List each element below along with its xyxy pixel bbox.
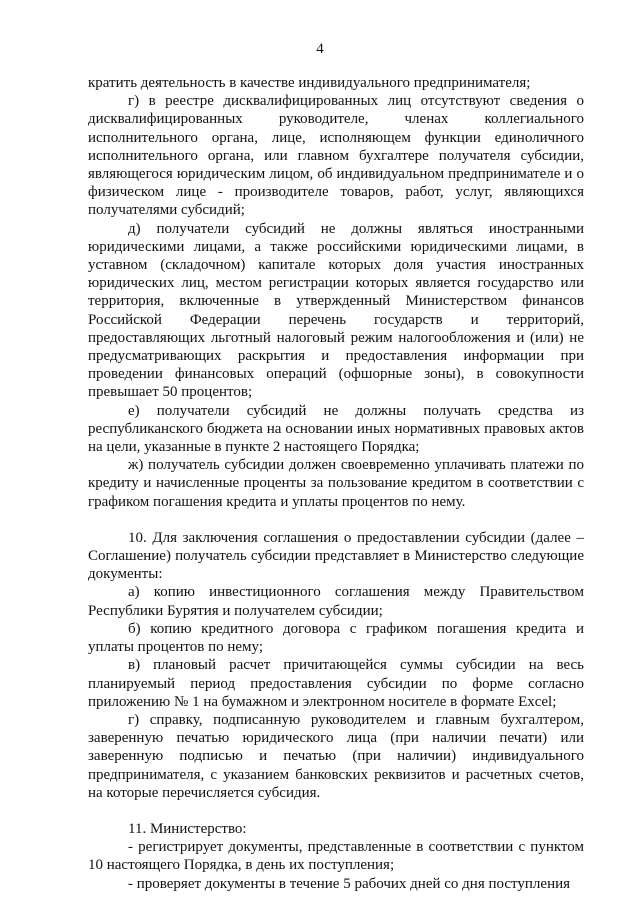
paragraph-gap (88, 511, 584, 529)
paragraph-gap (88, 802, 584, 820)
paragraph: в) плановый расчет причитающейся суммы субсидии на весь планируемый период предоставления субсидии по форме согласно приложению № 1 на бумажном и электронном носителе в формате Excel; (88, 657, 584, 710)
paragraph: е) получатели субсидий не должны получать средства из республиканского бюджета на основании иных нормативных правовых актов на цели, указанные в пункте 2 настоящего Порядка; (88, 402, 584, 456)
paragraph: - регистрирует документы, представленные в соответствии с пунктом 10 настоящего Порядка, в день их поступления; (88, 839, 584, 874)
paragraph: 11. Министерство: (128, 820, 247, 837)
paragraph: ж) получатель субсидии должен своевременно уплачивать платежи по кредиту и начисленные проценты за пользование кредитом в соответствии с графиком погашения кредита и уплаты процентов по нему. (88, 457, 584, 510)
page-number: 4 (316, 41, 324, 57)
paragraph: г) справку, подписанную руководителем и главным бухгалтером, заверенную печатью юридического лица (при наличии печати) или заверенную подписью и печатью (при наличии) индивидуального предпринимателя, с указанием банковских реквизитов и расчетных счетов, на которые перечисляется субсидия. (88, 711, 584, 801)
paragraph: - проверяет документы в течение 5 рабочих дней со дня поступления (128, 875, 571, 892)
paragraph: г) в реестре дисквалифицированных лиц отсутствуют сведения о дисквалифицированных руководителе, членах коллегиального исполнительного органа, лице, исполняющем функции единоличного исполнительного органа, или главном бухгалтере получателя субсидии, являющегося юридическим лицом, об индивидуальном предпринимателе и о физическом лице - производителе товаров, работ, услуг, являющихся получателями субсидий; (88, 93, 584, 219)
paragraph: д) получатели субсидий не должны являться иностранными юридическими лицами, а также российскими юридическими лицами, в уставном (складочном) капитале которых доля участия иностранных юридических лиц, местом регистрации которых является государство или территория, включенные в утвержденный Министерством финансов Российской Федерации перечень государств и территорий, предоставляющих льготный налоговый режим налогообложения и (или) не предусматривающих раскрытия и предоставления информации при проведении финансовых операций (офшорные зоны), в совокупности превышает 50 процентов; (88, 220, 584, 401)
paragraph: кратить деятельность в качестве индивидуального предпринимателя; (88, 75, 531, 91)
document-body (88, 74, 584, 893)
paragraph: б) копию кредитного договора с графиком погашения кредита и уплаты процентов по нему; (88, 620, 584, 656)
paragraph: 10. Для заключения соглашения о предоставлении субсидии (далее – Соглашение) получатель субсидии представляет в Министерство следующие документы: (88, 529, 584, 583)
paragraph: а) копию инвестиционного соглашения между Правительством Республики Бурятия и получателем субсидии; (88, 584, 584, 619)
